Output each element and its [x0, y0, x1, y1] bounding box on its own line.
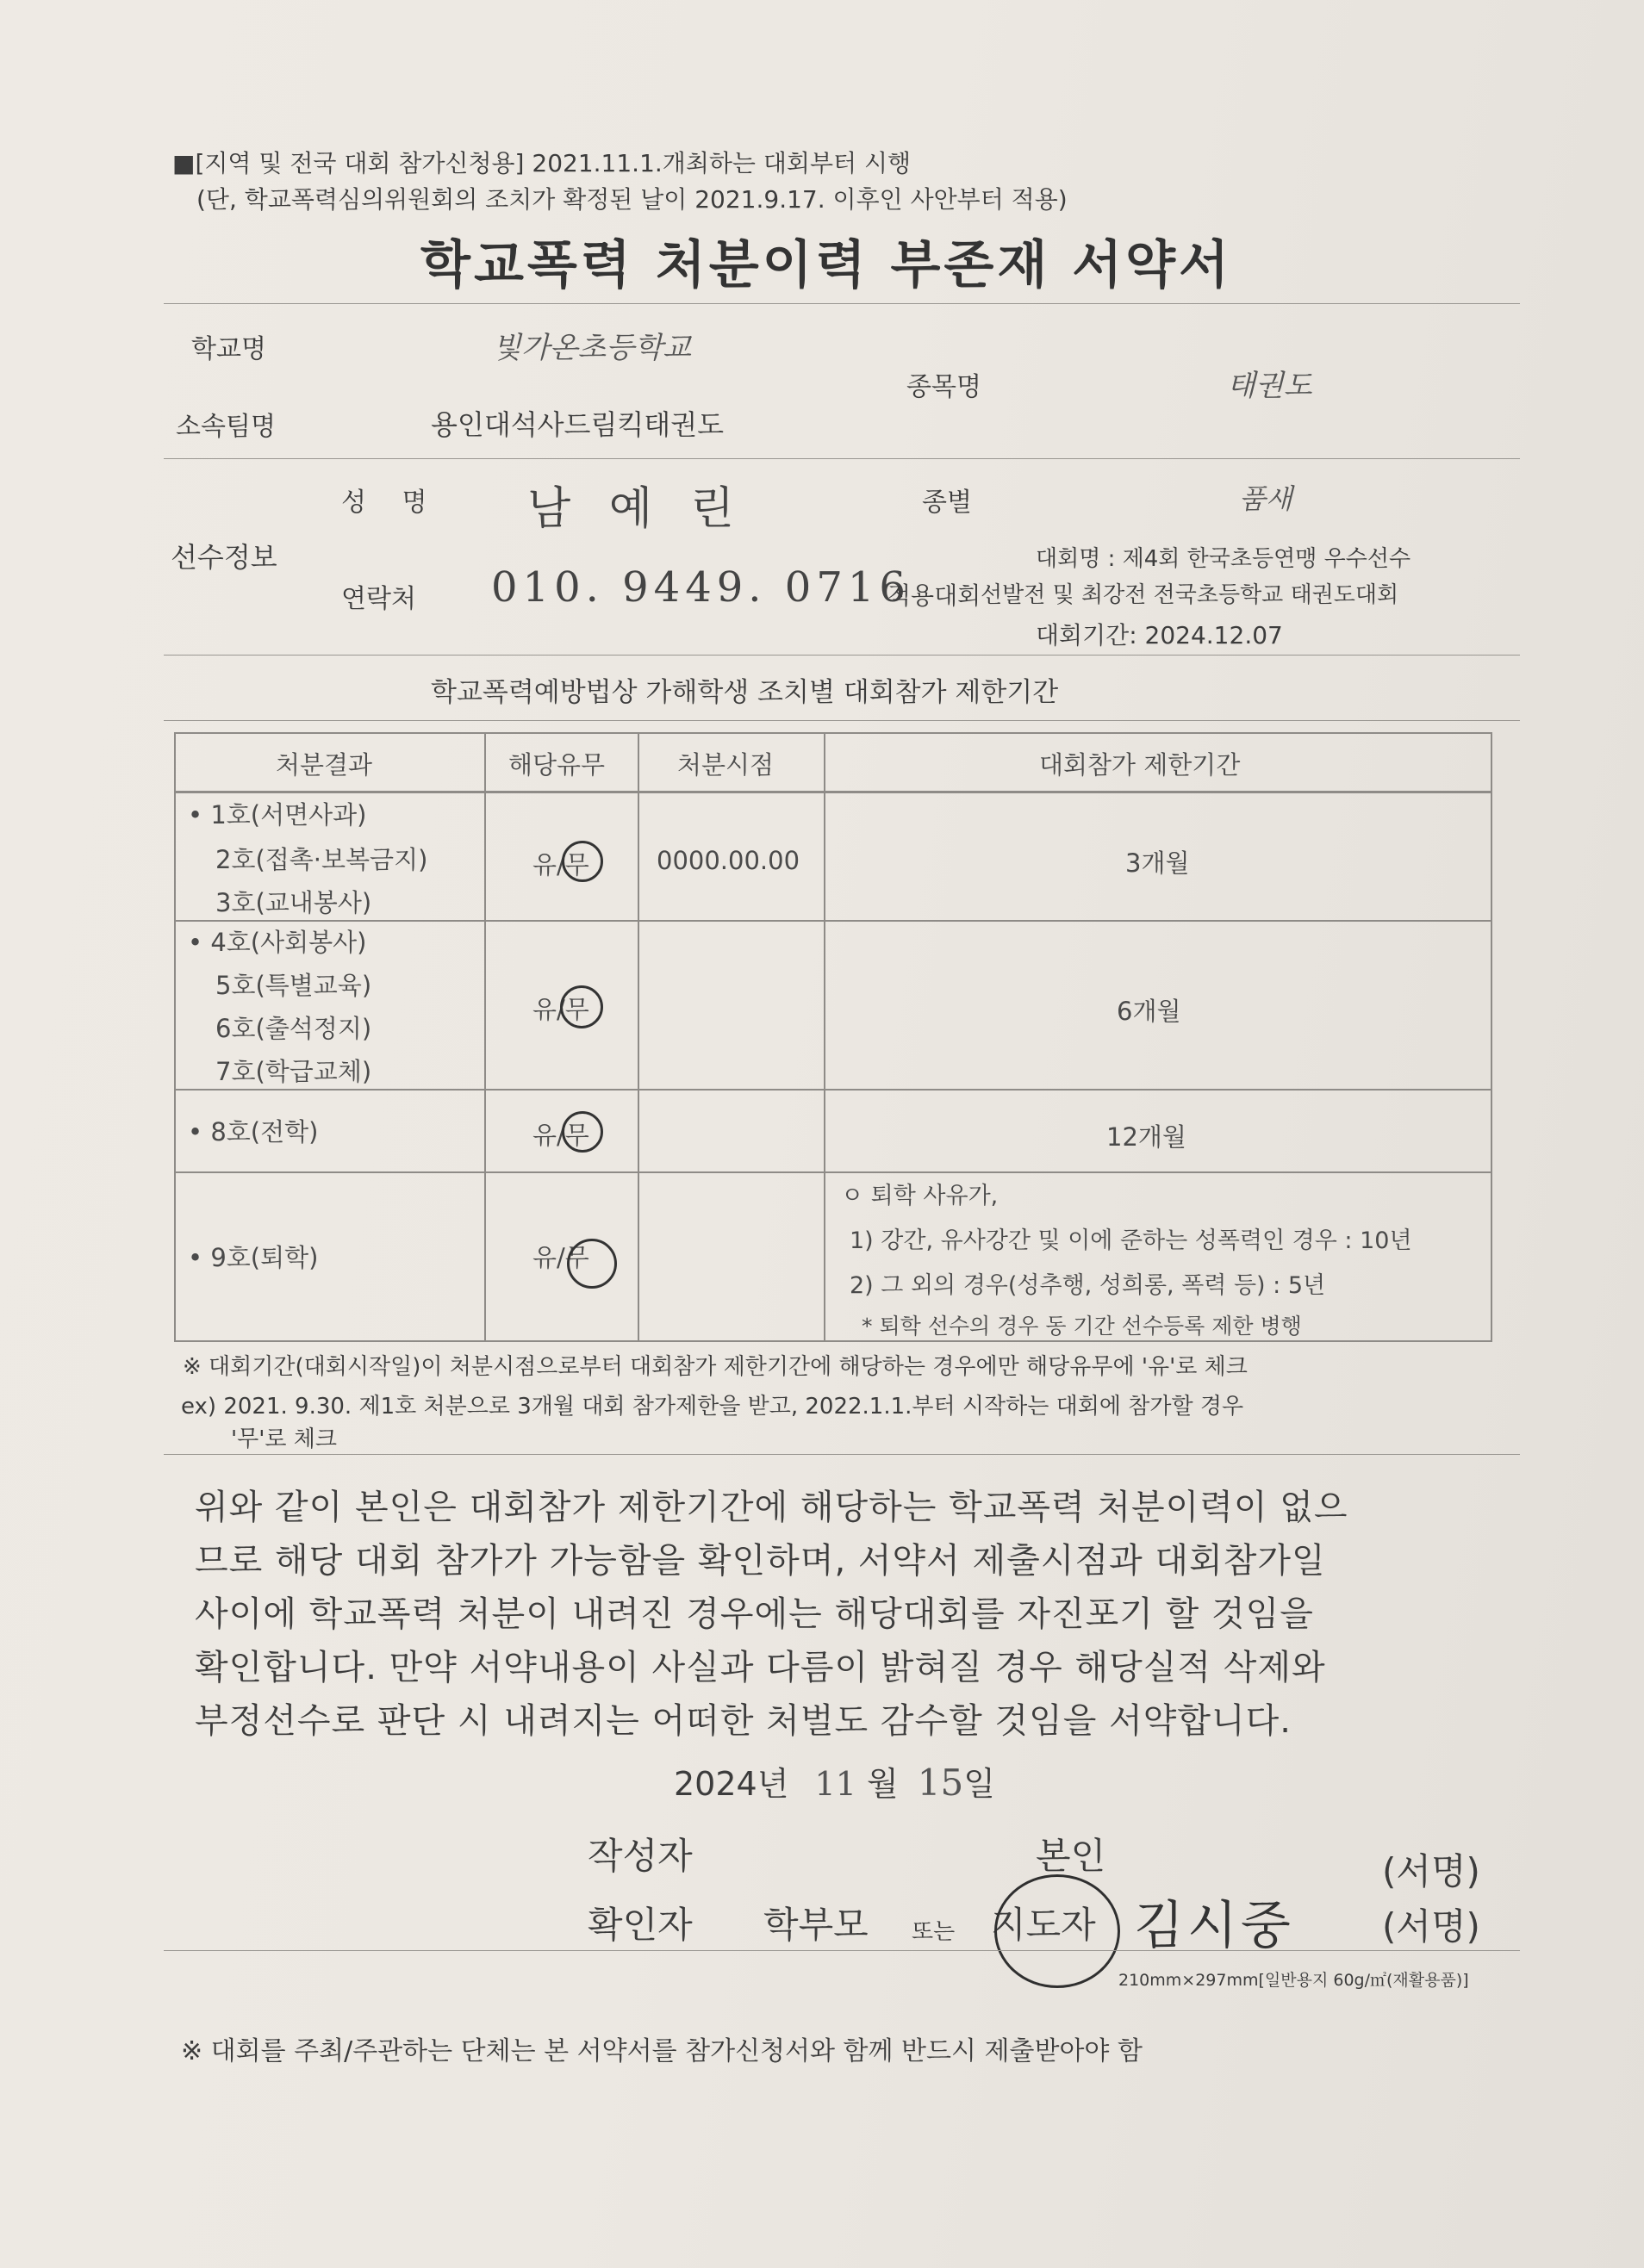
- note-3: '무'로 체크: [231, 1426, 338, 1452]
- rule: [164, 1454, 1520, 1455]
- date-month-suffix: 월: [866, 1765, 899, 1803]
- sport-label: 종목명: [906, 372, 981, 402]
- row-period: 3개월: [1125, 848, 1190, 878]
- row-period-line: * 퇴학 선수의 경우 동 기간 선수등록 제한 병행: [862, 1314, 1302, 1339]
- writer-sign: (서명): [1382, 1850, 1480, 1892]
- row-period: 6개월: [1117, 997, 1181, 1026]
- category-label: 종별: [922, 488, 972, 518]
- date-day: 15: [917, 1762, 964, 1804]
- name-label: 성 명: [341, 488, 441, 518]
- row-period: 12개월: [1106, 1122, 1186, 1152]
- confirmer-sign: (서명): [1382, 1905, 1480, 1948]
- competition-name-2: 선발전 및 최강전 전국초등학교 태권도대회: [981, 582, 1399, 608]
- pledge-line: 부정선수로 판단 시 내려지는 어떠한 처벌도 감수할 것임을 서약합니다.: [195, 1701, 1292, 1741]
- rule: [164, 1950, 1520, 1951]
- row-result: 5호(특별교육): [215, 971, 372, 1000]
- choice-checkbox[interactable]: 유/무: [532, 1243, 589, 1272]
- rule: [164, 303, 1520, 304]
- date-day-suffix: 일: [963, 1765, 995, 1803]
- choice-checkbox[interactable]: 유/무: [532, 995, 589, 1024]
- row-date: 0000.00.00: [657, 846, 800, 875]
- row-result: • 9호(퇴학): [188, 1243, 319, 1272]
- notice-line-1: ■[지역 및 전국 대회 참가신청용] 2021.11.1.개최하는 대회부터 시행: [172, 149, 912, 177]
- check-circle-icon: [562, 1111, 603, 1153]
- note-2: ex) 2021. 9.30. 제1호 처분으로 3개월 대회 참가제한을 받고, 2022.1.1.부터 시작하는 대회에 참가할 경우: [181, 1394, 1244, 1420]
- pledge-line: 사이에 학교폭력 처분이 내려진 경우에는 해당대회를 자진포기 할 것임을: [195, 1594, 1314, 1634]
- row-result: 2호(접촉·보복금지): [215, 845, 428, 874]
- table-caption: 학교폭력예방법상 가해학생 조치별 대회참가 제한기간: [431, 677, 1059, 708]
- date-year-suffix: 년: [757, 1765, 789, 1803]
- row-period-line: 2) 그 외의 경우(성추행, 성희롱, 폭력 등) : 5년: [850, 1272, 1326, 1299]
- school-name-value: 빛가온초등학교: [493, 331, 691, 365]
- notice-line-2: (단, 학교폭력심의위원회의 조치가 확정된 날이 2021.9.17. 이후인 사안부터 적용): [196, 185, 1068, 214]
- rule: [164, 655, 1520, 656]
- date-line: [674, 1757, 995, 1805]
- competition-period: 대회기간: 2024.12.07: [1036, 621, 1283, 649]
- table-header: 처분시점: [677, 750, 775, 780]
- row-result: • 8호(전학): [188, 1117, 319, 1146]
- confirmer-coach: 지도자: [991, 1904, 1096, 1946]
- row-period-line: 1) 강간, 유사강간 및 이에 준하는 성폭력인 경우 : 10년: [850, 1227, 1412, 1254]
- category-value: 품새: [1239, 482, 1292, 515]
- competition-name: 대회명 : 제4회 한국초등연맹 우수선수: [1036, 546, 1411, 572]
- date-month: 11: [814, 1765, 856, 1803]
- sport-value: 태권도: [1227, 369, 1312, 403]
- confirmer-parent: 학부모: [763, 1904, 869, 1946]
- row-period-line: ㅇ 퇴학 사유가,: [841, 1183, 999, 1209]
- table-header: 해당유무: [508, 750, 606, 780]
- team-value: 용인대석사드림킥태권도: [431, 408, 725, 441]
- athlete-section-label: 선수정보: [171, 541, 277, 574]
- coach-circle-icon: [994, 1874, 1120, 1988]
- note-1: ※ 대회기간(대회시작일)이 처분시점으로부터 대회참가 제한기간에 해당하는 경우에만 해당유무에 '유'로 체크: [183, 1354, 1248, 1380]
- row-result: 6호(출석정지): [215, 1014, 372, 1043]
- paper-spec: 210mm×297mm[일반용지 60g/㎡(재활용품)]: [1118, 1971, 1469, 1990]
- rule: [164, 458, 1520, 459]
- table-header: 처분결과: [276, 750, 373, 780]
- pledge-line: 확인합니다. 만약 서약내용이 사실과 다름이 밝혀질 경우 해당실적 삭제와: [195, 1648, 1326, 1687]
- name-value: 남 예 린: [527, 483, 746, 535]
- check-circle-icon: [567, 1239, 617, 1289]
- choice-checkbox[interactable]: 유/무: [532, 1121, 589, 1150]
- footer-note: ※ 대회를 주최/주관하는 단체는 본 서약서를 참가신청서와 함께 반드시 제출받아야 함: [181, 2036, 1143, 2066]
- row-result: • 1호(서면사과): [188, 800, 367, 830]
- document-title: 학교폭력 처분이력 부존재 서약서: [420, 235, 1233, 295]
- confirmer-label: 확인자: [588, 1904, 693, 1946]
- applied-competition-label: 적용대회: [887, 581, 981, 610]
- row-result: 7호(학급교체): [215, 1057, 372, 1086]
- coach-signature: 김시중: [1134, 1896, 1294, 1956]
- row-result: • 4호(사회봉사): [188, 928, 367, 957]
- check-circle-icon: [562, 841, 603, 882]
- writer-label: 작성자: [588, 1835, 693, 1877]
- pledge-line: 위와 같이 본인은 대회참가 제한기간에 해당하는 학교폭력 처분이력이 없으: [195, 1488, 1348, 1527]
- school-name-label: 학교명: [191, 334, 266, 364]
- table-header: 대회참가 제한기간: [1039, 750, 1241, 780]
- team-label: 소속팀명: [176, 412, 276, 442]
- confirmer-or: 또는: [912, 1919, 956, 1945]
- check-circle-icon: [560, 985, 603, 1028]
- rule: [164, 720, 1520, 721]
- writer-role: 본인: [1036, 1835, 1106, 1877]
- pledge-line: 므로 해당 대회 참가가 가능함을 확인하며, 서약서 제출시점과 대회참가일: [195, 1541, 1326, 1581]
- contact-value: 010. 9449. 0716: [491, 563, 911, 612]
- row-result: 3호(교내봉사): [215, 888, 372, 917]
- choice-checkbox[interactable]: 유/무: [532, 850, 589, 879]
- date-year: 2024: [674, 1765, 757, 1803]
- contact-label: 연락처: [341, 584, 416, 614]
